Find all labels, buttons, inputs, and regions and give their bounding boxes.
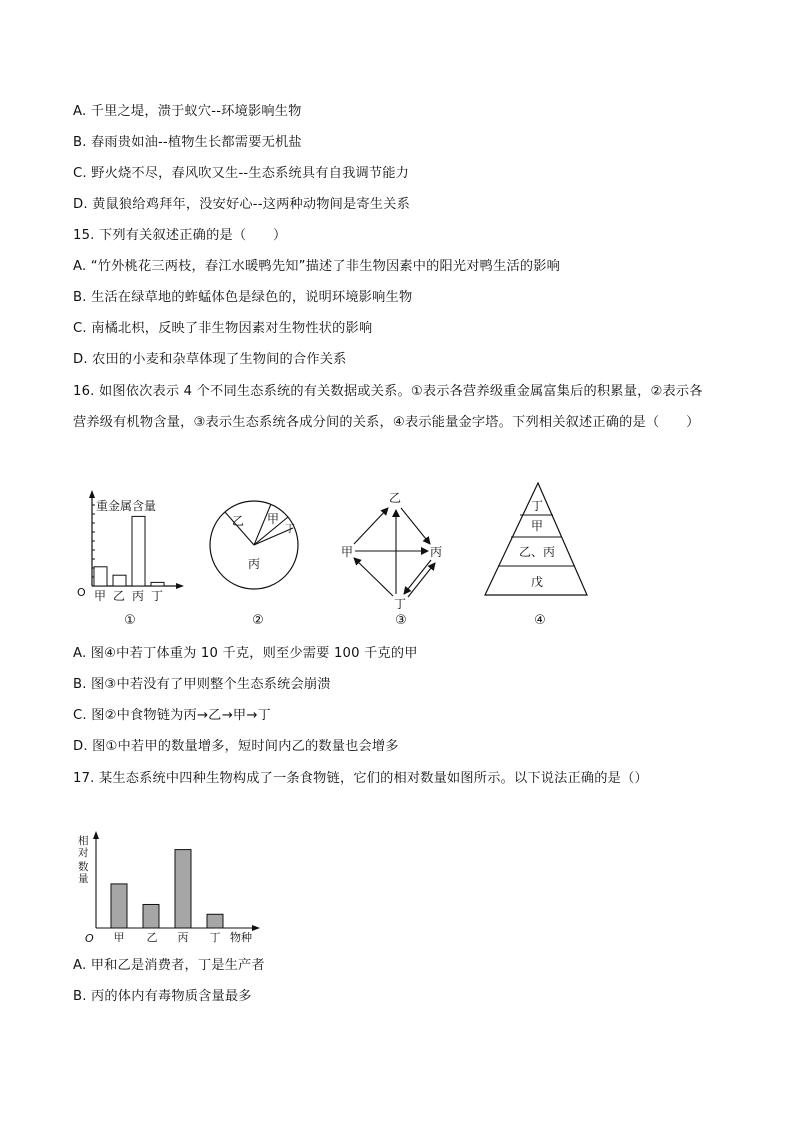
fig1-category-label: 丙 xyxy=(131,589,145,603)
q16-figure-1 xyxy=(74,490,188,632)
bar-乙 xyxy=(143,904,159,928)
q17-y-label-char: 相 xyxy=(78,835,89,847)
q14-option-d: D. 黄鼠狼给鸡拜年，没安好心--这两种动物间是寄生关系 xyxy=(73,197,410,212)
q17-category-label: 乙 xyxy=(146,931,158,944)
q15-option-a: A. “竹外桃花三两枝，春江水暖鸭先知”描述了非生物因素中的阳光对鸭生活的影响 xyxy=(73,259,561,274)
q17-option-b: B. 丙的体内有毒物质含量最多 xyxy=(73,989,252,1004)
q17-origin: O xyxy=(85,932,94,945)
q17-category-label: 丙 xyxy=(177,931,189,944)
q17-y-label-char: 数 xyxy=(78,861,89,873)
fig1-category-label: 乙 xyxy=(112,589,126,603)
fig4-caption: ④ xyxy=(534,613,546,628)
bar-乙 xyxy=(113,575,126,586)
fig3-label-jia: 甲 xyxy=(340,545,354,559)
q14-option-b: B. 春雨贵如油--植物生长都需要无机盐 xyxy=(73,135,302,150)
fig3-caption: ③ xyxy=(395,613,407,628)
fig2-label-yi: 乙 xyxy=(231,514,245,528)
q17-option-a: A. 甲和乙是消费者，丁是生产者 xyxy=(73,958,265,973)
fig2-label-ding: 丁 xyxy=(285,524,295,535)
bar-丙 xyxy=(175,850,191,928)
q16-stem-line2: 营养级有机物含量，③表示生态系统各成分间的关系，④表示能量金字塔。下列相关叙述正确的是（ ） xyxy=(73,415,700,430)
fig3-arrow-ding-jia xyxy=(354,558,393,596)
fig3-arrow-bing-ding xyxy=(404,560,431,594)
fig4-level-label: 甲 xyxy=(530,519,544,533)
q16-figure-4 xyxy=(482,480,594,632)
bar-甲 xyxy=(111,884,127,928)
q15-stem: 15. 下列有关叙述正确的是（ ） xyxy=(73,228,287,243)
fig1-y-label: 重金属含量 xyxy=(96,499,157,513)
bar-丁 xyxy=(151,582,164,586)
fig3-arrow-ding-bing xyxy=(408,563,435,597)
fig1-origin: O xyxy=(77,586,86,599)
q16-option-c: C. 图②中食物链为丙→乙→甲→丁 xyxy=(73,708,271,723)
q17-y-arrow xyxy=(93,831,99,839)
fig3-arrow-jia-yi xyxy=(354,508,388,544)
q17-category-label: 甲 xyxy=(113,931,125,944)
fig2-label-bing: 丙 xyxy=(247,557,261,571)
fig1-category-label: 丁 xyxy=(150,589,164,603)
fig2-caption: ② xyxy=(252,613,264,628)
q15-option-b: B. 生活在绿草地的蚱蜢体色是绿色的，说明环境影响生物 xyxy=(73,290,413,305)
q16-figure-3 xyxy=(338,488,448,632)
fig4-level-label: 戊 xyxy=(530,575,544,589)
q17-y-label-char: 对 xyxy=(78,847,89,859)
fig1-caption: ① xyxy=(124,613,136,628)
fig4-level-label: 乙、丙 xyxy=(518,545,556,559)
q14-option-c: C. 野火烧不尽，春风吹又生--生态系统具有自我调节能力 xyxy=(73,166,410,181)
bar-甲 xyxy=(94,567,107,586)
fig3-arrow-yi-bing xyxy=(401,508,430,544)
q16-figure-2 xyxy=(204,498,314,632)
q17-x-label: 物种 xyxy=(230,931,252,944)
q17-x-arrow xyxy=(252,925,260,931)
fig3-label-bing: 丙 xyxy=(429,545,443,559)
fig2-label-jia: 甲 xyxy=(266,512,280,526)
bar-丙 xyxy=(132,516,145,586)
fig1-x-arrow xyxy=(176,583,184,589)
fig3-label-ding: 丁 xyxy=(393,597,407,611)
q16-stem-line1: 16. 如图依次表示 4 个不同生态系统的有关数据或关系。①表示各营养级重金属富集后的积累量，②表示各 xyxy=(73,384,703,399)
q17-stem: 17. 某生态系统中四种生物构成了一条食物链，它们的相对数量如图所示。以下说法正确的是（） xyxy=(73,771,648,786)
fig4-level-label: 丁 xyxy=(530,499,544,513)
q17-y-label-char: 量 xyxy=(78,873,89,885)
bar-丁 xyxy=(207,914,223,928)
fig1-y-arrow xyxy=(89,490,95,498)
q17-figure xyxy=(74,828,270,948)
q15-option-d: D. 农田的小麦和杂草体现了生物间的合作关系 xyxy=(73,352,347,367)
fig3-label-yi: 乙 xyxy=(388,491,402,505)
fig1-category-label: 甲 xyxy=(93,589,107,603)
q16-option-b: B. 图③中若没有了甲则整个生态系统会崩溃 xyxy=(73,677,331,692)
q15-option-c: C. 南橘北枳，反映了非生物因素对生物性状的影响 xyxy=(73,321,373,336)
q17-category-label: 丁 xyxy=(209,931,221,944)
q16-option-d: D. 图①中若甲的数量增多，短时间内乙的数量也会增多 xyxy=(73,739,399,754)
q16-option-a: A. 图④中若丁体重为 10 千克，则至少需要 100 千克的甲 xyxy=(73,646,418,661)
q14-option-a: A. 千里之堤，溃于蚁穴--环境影响生物 xyxy=(73,104,302,119)
